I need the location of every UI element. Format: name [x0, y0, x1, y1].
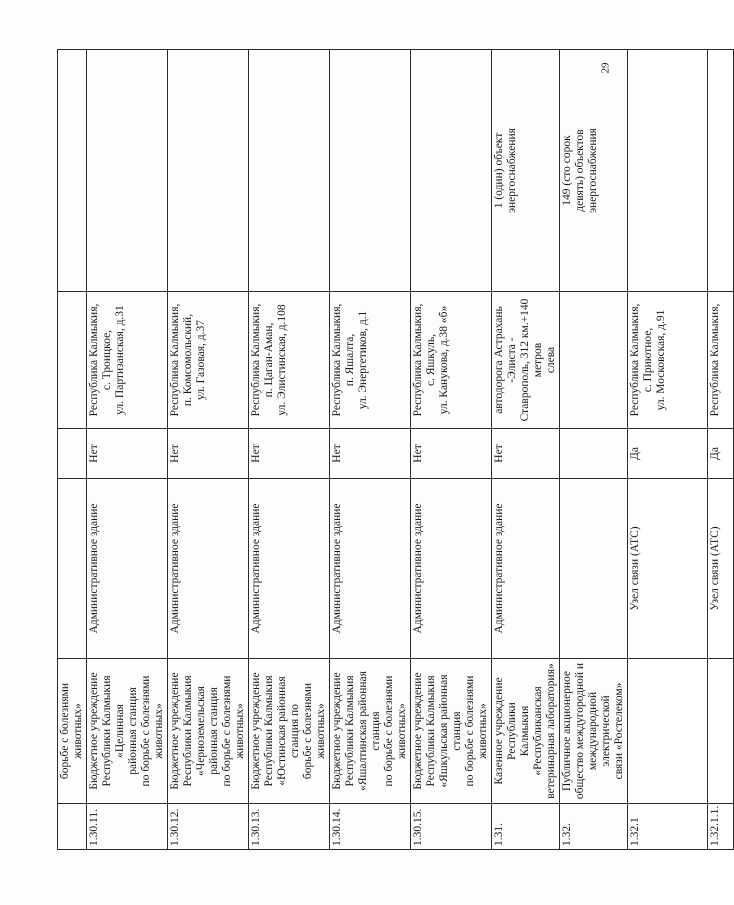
cell-address: [560, 292, 628, 429]
cell-number: [330, 804, 411, 850]
cell-text: Бюджетное учреждение Республики Калмыкия «Юстинская районная станция по борьбе с болезнями животных»: [250, 672, 327, 790]
cell-object: [560, 479, 628, 659]
cell-text: Административное здание: [169, 503, 181, 634]
cell-text: Да: [709, 447, 721, 460]
cell-flag: [168, 429, 249, 479]
cell-number: [87, 804, 168, 850]
cell-number: [411, 804, 492, 850]
cell-organization: [249, 659, 330, 804]
cell-text: 1.32.1.1.: [709, 805, 721, 846]
cell-text: 1.30.15.: [412, 808, 424, 846]
table-row: [411, 50, 492, 850]
table-row: [58, 50, 87, 850]
cell-text: 1.30.14.: [331, 808, 343, 846]
cell-organization: [411, 659, 492, 804]
cell-text: Нет: [250, 444, 262, 463]
cell-text: Административное здание: [331, 503, 343, 634]
cell-number: [628, 804, 708, 850]
cell-text: Нет: [169, 444, 181, 463]
cell-extra: [708, 50, 734, 292]
cell-text: Бюджетное учреждение Республики Калмыкия «Целинная районная станция по борьбе с болезнями животных»: [88, 672, 165, 790]
cell-text: Бюджетное учреждение Республики Калмыкия «Яшкульская районная станция по борьбе с болезнями животных»: [412, 672, 489, 790]
cell-flag: [411, 429, 492, 479]
table-row: [708, 50, 734, 850]
cell-text: Бюджетное учреждение Республики Калмыкия «Яшалтинская районная станция по борьбе с болезнями животных»: [331, 671, 408, 791]
cell-text: 149 (сто сорок девять) объектов энергоснабжения: [561, 128, 599, 213]
table-body: [58, 50, 734, 850]
cell-address: [330, 292, 411, 429]
cell-text: 1.32.1: [629, 817, 641, 846]
cell-text: 1.30.12.: [169, 808, 181, 846]
cell-organization: [492, 659, 560, 804]
cell-address: [492, 292, 560, 429]
cell-address: [411, 292, 492, 429]
cell-extra: [492, 50, 560, 292]
cell-text: Административное здание: [493, 503, 505, 634]
cell-text: 1.32.: [561, 823, 573, 846]
cell-number: [58, 804, 87, 850]
cell-text: Публичное акционерное общество междугородной и международной электрической связи «Ростелеком»: [561, 662, 625, 800]
cell-organization: [628, 659, 708, 804]
cell-address: [249, 292, 330, 429]
cell-text: Казенное учреждение Республики Калмыкия «Республиканская ветеринарная лаборатория»: [493, 663, 557, 799]
cell-object: [330, 479, 411, 659]
cell-number: [708, 804, 734, 850]
cell-number: [492, 804, 560, 850]
table-row: [330, 50, 411, 850]
cell-text: Бюджетное учреждение Республики Калмыкия «Черноземельская районная станция по борьбе с болезнями животных»: [169, 672, 246, 790]
cell-text: Республика Калмыкия, с. Приютное, ул. Московская, д.91: [629, 303, 667, 417]
cell-text: борьбе с болезнями животных»: [59, 682, 84, 780]
cell-address: [58, 292, 87, 429]
cell-extra: [168, 50, 249, 292]
cell-extra: [58, 50, 87, 292]
cell-text: 1.31.: [493, 823, 505, 846]
cell-object: [87, 479, 168, 659]
table-row: [249, 50, 330, 850]
cell-object: [708, 479, 734, 659]
table-row: [628, 50, 708, 850]
cell-text: 1.30.11.: [88, 809, 100, 846]
cell-organization: [168, 659, 249, 804]
cell-text: Республика Калмыкия, п. Яшалта, ул. Энергетиков, д.1: [331, 303, 369, 417]
cell-flag: [708, 429, 734, 479]
cell-object: [249, 479, 330, 659]
cell-text: автодорога Астрахань -Элиста - Ставрополь, 312 км.+140 метров слева: [493, 298, 557, 422]
cell-flag: [58, 429, 87, 479]
cell-organization: [330, 659, 411, 804]
cell-text: Нет: [331, 444, 343, 463]
cell-object: [628, 479, 708, 659]
cell-text: Административное здание: [412, 503, 424, 634]
cell-object: [411, 479, 492, 659]
cell-text: Республика Калмыкия, с. Яшкуль, ул. Канукова, д.38 «б»: [412, 303, 450, 417]
cell-text: Административное здание: [250, 503, 262, 634]
cell-text: 1 (один) объект энергоснабжения: [493, 128, 518, 213]
cell-extra: [249, 50, 330, 292]
cell-flag: [628, 429, 708, 479]
cell-number: [168, 804, 249, 850]
table-row: [492, 50, 560, 850]
cell-flag: [330, 429, 411, 479]
cell-address: [708, 292, 734, 429]
cell-flag: [492, 429, 560, 479]
cell-text: Узел связи (АТС): [709, 526, 721, 611]
cell-extra: [628, 50, 708, 292]
table-row: [168, 50, 249, 850]
cell-number: [560, 804, 628, 850]
cell-text: Республика Калмыкия, п. Комсомольский, ул. Газовая, д.37: [169, 303, 207, 417]
cell-extra: [330, 50, 411, 292]
cell-extra: [411, 50, 492, 292]
cell-organization: [58, 659, 87, 804]
cell-text: Да: [629, 447, 641, 460]
cell-organization: [560, 659, 628, 804]
cell-object: [168, 479, 249, 659]
cell-text: Административное здание: [88, 503, 100, 634]
cell-text: Республика Калмыкия, с. Троицкое, ул. Партизанская, д.31: [88, 303, 126, 417]
cell-text: Нет: [412, 444, 424, 463]
page-number: 29: [599, 62, 612, 74]
cell-flag: [560, 429, 628, 479]
cell-flag: [249, 429, 330, 479]
table-row: [560, 50, 628, 850]
cell-organization: [708, 659, 734, 804]
objects-table: [57, 49, 734, 850]
cell-text: Республика Калмыкия, п. Цаган-Аман, ул. Элистинская, д.108: [250, 303, 288, 417]
cell-text: Нет: [88, 444, 100, 463]
cell-organization: [87, 659, 168, 804]
cell-text: Нет: [493, 444, 505, 463]
cell-object: [492, 479, 560, 659]
cell-text: Республика Калмыкия,: [709, 303, 721, 417]
cell-address: [628, 292, 708, 429]
cell-address: [87, 292, 168, 429]
cell-object: [58, 479, 87, 659]
cell-extra: [560, 50, 628, 292]
cell-text: 1.30.13.: [250, 808, 262, 846]
table-row: [87, 50, 168, 850]
cell-address: [168, 292, 249, 429]
cell-flag: [87, 429, 168, 479]
cell-number: [249, 804, 330, 850]
cell-extra: [87, 50, 168, 292]
cell-text: Узел связи (АТС): [629, 526, 641, 611]
